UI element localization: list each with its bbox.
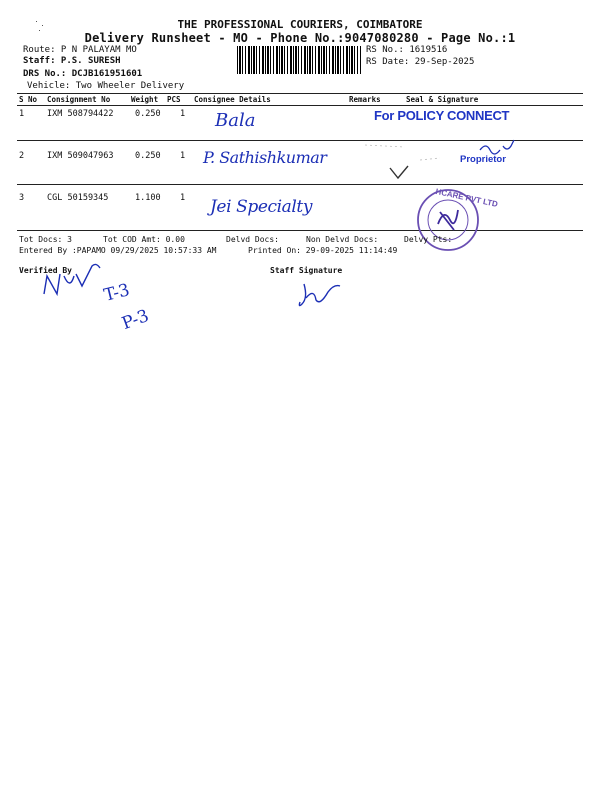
- total-cod-amount: Tot COD Amt: 0.00: [103, 235, 185, 244]
- drs-number: DRS No.: DCJB161951601: [23, 69, 143, 79]
- scan-speck: [39, 30, 40, 31]
- vehicle-label: Vehicle: Two Wheeler Delivery: [27, 81, 185, 91]
- staff-signature-scribble: [296, 280, 346, 312]
- signature-sathish: P. Sathishkumar: [203, 148, 327, 167]
- row-weight: 1.100: [135, 193, 161, 203]
- signature-bala: Bala: [215, 110, 256, 131]
- row-sno: 2: [19, 151, 25, 161]
- row-pcs: 1: [180, 109, 186, 119]
- table-top-rule: [17, 93, 583, 94]
- company-name: THE PROFESSIONAL COURIERS, COIMBATORE: [177, 18, 423, 31]
- row-pcs: 1: [180, 151, 186, 161]
- rs-date: RS Date: 29-Sep-2025: [366, 57, 475, 67]
- col-sno: S No: [19, 95, 38, 104]
- scan-speck: [42, 25, 43, 26]
- company-seal: [410, 186, 499, 256]
- row-pcs: 1: [180, 193, 186, 203]
- rs-number: RS No.: 1619516: [366, 45, 448, 55]
- row-sno: 1: [19, 109, 25, 119]
- row-consignment: CGL 50159345: [47, 193, 109, 203]
- company-stamp: For POLICY CONNECT: [374, 108, 510, 123]
- verified-by-label: Verified By: [19, 266, 72, 275]
- signature-jei: Jei Specialty: [210, 197, 313, 217]
- entered-by: Entered By :PAPAMO 09/29/2025 10:57:33 AM: [19, 246, 217, 255]
- staff-label: Staff: P.S. SURESH: [23, 56, 121, 66]
- row-weight: 0.250: [135, 109, 161, 119]
- row-consignment: IXM 509047963: [47, 151, 114, 161]
- scan-speck: [36, 21, 37, 22]
- delivery-points: Delvy Pts:: [404, 235, 453, 244]
- proprietor-signature-scribble: [360, 120, 535, 190]
- row-weight: 0.250: [135, 151, 161, 161]
- row-sno: 3: [19, 193, 25, 203]
- col-seal-signature: Seal & Signature: [406, 95, 479, 104]
- table-header-rule: [17, 105, 583, 106]
- delivered-docs: Delvd Docs:: [226, 235, 279, 244]
- barcode: [237, 46, 361, 74]
- row-consignment: IXM 508794422: [47, 109, 114, 119]
- total-docs: Tot Docs: 3: [19, 235, 72, 244]
- seal-text: HCARE PVT LTD: [434, 186, 499, 209]
- col-remarks: Remarks: [349, 95, 381, 104]
- non-delivered-docs: Non Delvd Docs:: [306, 235, 379, 244]
- col-consignment: Consignment No: [47, 95, 111, 104]
- printed-on: Printed On: 29-09-2025 11:14:49: [248, 246, 398, 255]
- t-count-note: T-3: [101, 280, 132, 306]
- col-pcs: PCS: [167, 95, 181, 104]
- p-count-note: P-3: [119, 305, 152, 335]
- col-weight: Weight: [131, 95, 159, 104]
- staff-signature-label: Staff Signature: [270, 266, 343, 275]
- table-bottom-rule: [17, 230, 583, 231]
- col-consignee: Consignee Details: [194, 95, 271, 104]
- proprietor-stamp: Proprietor: [460, 154, 506, 165]
- verifier-initials: [40, 258, 110, 300]
- runsheet-title: Delivery Runsheet - MO - Phone No.:9047080280 - Page No.:1: [84, 31, 516, 45]
- route-label: Route: P N PALAYAM MO: [23, 45, 137, 55]
